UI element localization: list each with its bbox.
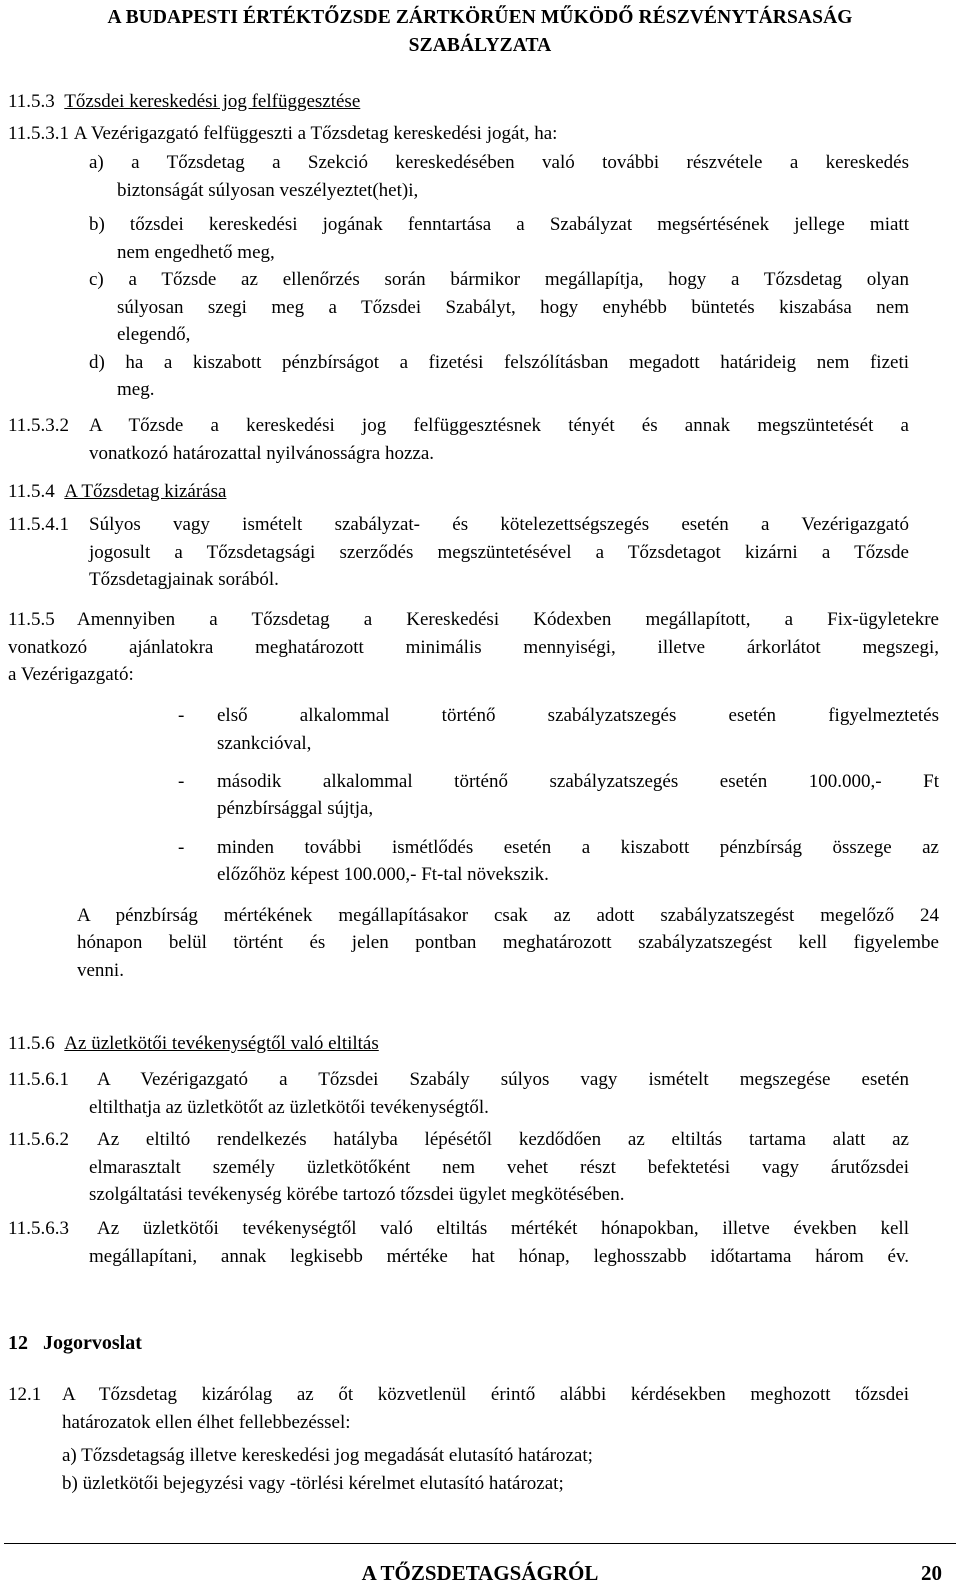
section-12-1-line-1: A Tőzsdetag kizárólag az őt közvetlenül érintő alábbi kérdésekben meghozott tőzsdei — [62, 1384, 909, 1405]
header-line-2: SZABÁLYZATA — [408, 35, 552, 56]
section-11-5-3-heading — [8, 88, 360, 116]
section-11-5-4-heading — [8, 478, 226, 506]
section-number: 11.5.4 — [8, 481, 55, 502]
item-b-line-2: nem engedhető meg, — [117, 242, 275, 263]
section-number: 11.5.6 — [8, 1033, 55, 1054]
page-number: 20 — [921, 1561, 942, 1585]
section-11-5-6-heading — [8, 1030, 379, 1058]
bullet-mark: - — [178, 771, 185, 792]
section-11-5-3-2-line-2: vonatkozó határozattal nyilvánosságra hozza. — [89, 443, 435, 464]
section-11-5-6-2-line-2: elmarasztalt személy üzletkötőként nem vehet részt befektetési vagy árutőzsdei — [89, 1157, 909, 1178]
section-12-1-line-2: határozatok ellen élhet fellebbezéssel: — [62, 1412, 351, 1433]
section-11-5-3-2-number: 11.5.3.2 — [8, 415, 70, 436]
section-11-5-5-line-2: vonatkozó ajánlatokra meghatározott minimális mennyiségi, illetve árkorlátot megszegi, — [8, 637, 939, 658]
item-c-line-1: c) a Tőzsde az ellenőrzés során bármikor megállapítja, hogy a Tőzsdetag olyan — [89, 269, 909, 290]
section-11-5-6-1-number: 11.5.6.1 — [8, 1069, 70, 1090]
section-11-5-6-3-line-2: megállapítani, annak legkisebb mértéke hat hónap, leghosszabb időtartama három év. — [89, 1246, 909, 1267]
bullet-3-line-1: minden további ismétlődés esetén a kiszabott pénzbírság összege az — [217, 837, 939, 858]
section-11-5-4-1-number: 11.5.4.1 — [8, 514, 70, 535]
section-11-5-6-1-line-2: eltilthatja az üzletkötőt az üzletkötői tevékenységtől. — [89, 1097, 489, 1118]
section-11-5-3-1-intro — [8, 120, 557, 148]
item-d-line-2: meg. — [117, 379, 155, 400]
chapter-number: 12 — [8, 1332, 28, 1354]
section-number: 11.5.3 — [8, 91, 55, 112]
penalty-paragraph-line-2: hónapon belül történt és jelen pontban meghatározott szabályzatszegést kell figyelembe — [77, 932, 939, 953]
chapter-12-heading — [8, 1329, 142, 1357]
section-11-5-6-2-line-3: szolgáltatási tevékenység körébe tartozó tőzsdei ügylet megkötésében. — [89, 1184, 625, 1205]
item-c-line-3: elegendő, — [117, 324, 191, 345]
footer-title: A TŐZSDETAGSÁGRÓL — [361, 1561, 599, 1585]
section-11-5-6-1-line-1: A Vezérigazgató a Tőzsdei Szabály súlyos vagy ismételt megszegése esetén — [97, 1069, 909, 1090]
section-12-1-item-a: a) Tőzsdetagság illetve kereskedési jog megadását elutasító határozat; — [62, 1445, 593, 1466]
section-title: Az üzletkötői tevékenységtől való eltiltás — [64, 1033, 379, 1054]
item-b-line-1: b) tőzsdei kereskedési jogának fenntartása a Szabályzat megsértésének jellege miatt — [89, 214, 909, 235]
bullet-3-line-2: előzőhöz képest 100.000,- Ft-tal növekszik. — [217, 864, 549, 885]
section-title: A Tőzsdetag kizárása — [64, 481, 227, 502]
chapter-title: Jogorvoslat — [43, 1332, 142, 1354]
page-header — [0, 4, 960, 60]
bullet-1-line-2: szankcióval, — [217, 733, 312, 754]
penalty-paragraph-line-3: venni. — [77, 960, 124, 981]
section-11-5-4-1-line-3: Tőzsdetagjainak sorából. — [89, 569, 279, 590]
header-line-1: A BUDAPESTI ÉRTÉKTŐZSDE ZÁRTKÖRŰEN MŰKÖDŐ RÉSZVÉNYTÁRSASÁG — [107, 7, 853, 28]
bullet-mark: - — [178, 705, 185, 726]
bullet-mark: - — [178, 837, 185, 858]
bullet-2-line-2: pénzbírsággal sújtja, — [217, 798, 374, 819]
penalty-paragraph-line-1: A pénzbírság mértékének megállapításakor csak az adott szabályzatszegést megelőző 24 — [77, 905, 939, 926]
item-d-line-1: d) ha a kiszabott pénzbírságot a fizetési felszólításban megadott határideig nem fizeti — [89, 352, 909, 373]
section-11-5-6-3-number: 11.5.6.3 — [8, 1218, 70, 1239]
section-title: Tőzsdei kereskedési jog felfüggesztése — [64, 91, 361, 112]
item-a-line-1: a) a Tőzsdetag a Szekció kereskedésében való további részvétele a kereskedés — [89, 152, 909, 173]
paragraph-text: A Vezérigazgató felfüggeszti a Tőzsdetag kereskedési jogát, ha: — [73, 123, 558, 144]
section-12-1-number: 12.1 — [8, 1384, 42, 1405]
section-11-5-4-1-line-1: Súlyos vagy ismételt szabályzat- és kötelezettségszegés esetén a Vezérigazgató — [89, 514, 909, 535]
section-11-5-3-2-line-1: A Tőzsde a kereskedési jog felfüggesztésnek tényét és annak megszüntetését a — [89, 415, 909, 436]
bullet-2-line-1: második alkalommal történő szabályzatszegés esetén 100.000,- Ft — [217, 771, 939, 792]
section-11-5-5-number: 11.5.5 — [8, 609, 55, 630]
section-11-5-6-2-number: 11.5.6.2 — [8, 1129, 70, 1150]
bullet-1-line-1: első alkalommal történő szabályzatszegés esetén figyelmeztetés — [217, 705, 939, 726]
section-11-5-5-line-1: Amennyiben a Tőzsdetag a Kereskedési Kódexben megállapított, a Fix-ügyletekre — [77, 609, 939, 630]
item-a-line-2: biztonságát súlyosan veszélyeztet(het)i, — [117, 180, 419, 201]
footer-divider — [4, 1543, 956, 1544]
section-11-5-5-line-3: a Vezérigazgató: — [8, 664, 134, 685]
section-12-1-item-b: b) üzletkötői bejegyzési vagy -törlési kérelmet elutasító határozat; — [62, 1473, 564, 1494]
section-11-5-6-2-line-1: Az eltiltó rendelkezés hatályba lépésétől kezdődően az eltiltás tartama alatt az — [97, 1129, 909, 1150]
section-11-5-4-1-line-2: jogosult a Tőzsdetagsági szerződés megszüntetésével a Tőzsdetagot kizárni a Tőzsde — [89, 542, 909, 563]
section-11-5-6-3-line-1: Az üzletkötői tevékenységtől való eltiltás mértékét hónapokban, illetve években kell — [97, 1218, 909, 1239]
item-c-line-2: súlyosan szegi meg a Tőzsdei Szabályt, hogy enyhébb büntetés kiszabása nem — [117, 297, 909, 318]
section-number: 11.5.3.1 — [8, 123, 70, 144]
